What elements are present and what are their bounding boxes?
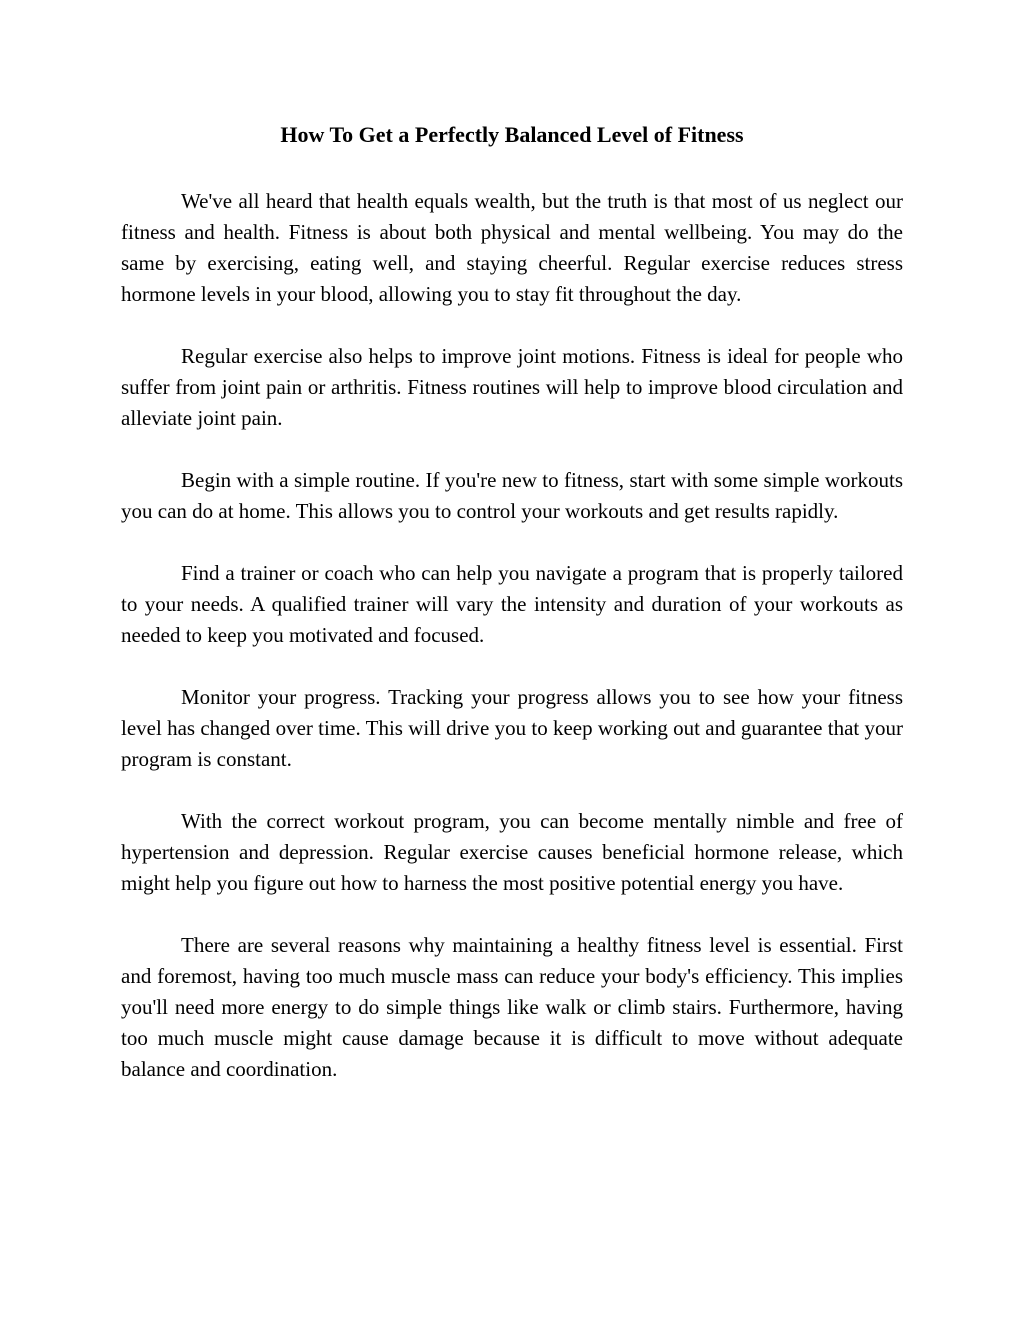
paragraph: Monitor your progress. Tracking your progress allows you to see how your fitness level has changed over time. This will drive you to keep working out and guarantee that your program is constant. [121,685,903,771]
paragraph: There are several reasons why maintaining a healthy fitness level is essential. First and foremost, having too much muscle mass can reduce your body's efficiency. This implies you'll need more energy to do simple things like walk or climb stairs. Furthermore, having too much muscle might cause damage because it is difficult to move without adequate balance and coordination. [121,933,903,1081]
paragraph: Regular exercise also helps to improve joint motions. Fitness is ideal for people who suffer from joint pain or arthritis. Fitness routines will help to improve blood circulation and alleviate joint pain. [121,344,903,430]
document-page [121,118,903,1116]
paragraph: Find a trainer or coach who can help you navigate a program that is properly tailored to your needs. A qualified trainer will vary the intensity and duration of your workouts as needed to keep you motivated and focused. [121,561,903,647]
paragraph: Begin with a simple routine. If you're new to fitness, start with some simple workouts you can do at home. This allows you to control your workouts and get results rapidly. [121,468,903,523]
document-title: How To Get a Perfectly Balanced Level of Fitness [280,122,744,147]
paragraph: With the correct workout program, you can become mentally nimble and free of hypertension and depression. Regular exercise causes beneficial hormone release, which might help you figure out how to harness the most positive potential energy you have. [121,809,903,895]
document-body [121,186,903,1085]
paragraph: We've all heard that health equals wealth, but the truth is that most of us neglect our fitness and health. Fitness is about both physical and mental wellbeing. You may do the same by exercising, eating well, and staying cheerful. Regular exercise reduces stress hormone levels in your blood, allowing you to stay fit throughout the day. [121,189,903,306]
